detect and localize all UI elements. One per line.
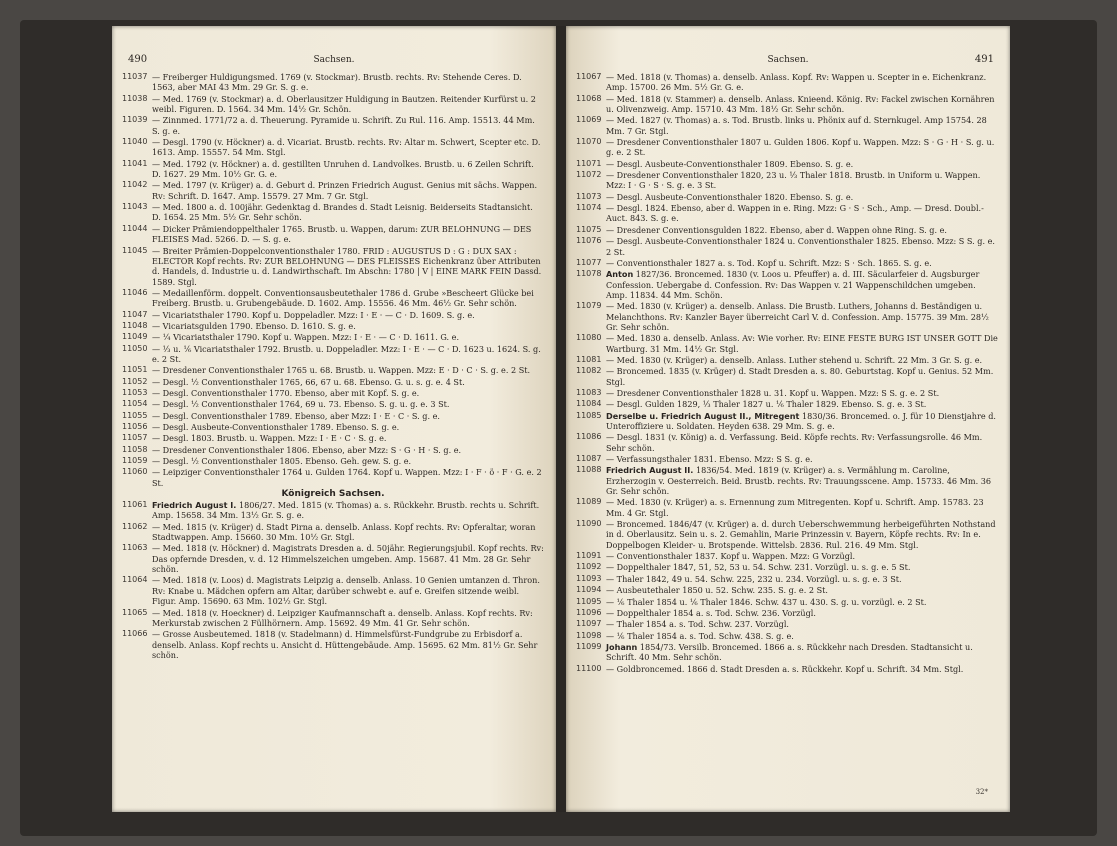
lot-text: — Goldbroncemed. 1866 d. Stadt Dresden a. s. Rückkehr. Kopf u. Schrift. 34 Mm. Stgl.	[606, 663, 964, 674]
catalog-entry	[122, 224, 544, 245]
lot-description	[606, 642, 998, 663]
catalog-entry	[122, 629, 544, 660]
lot-description	[606, 574, 998, 584]
lot-number: 11056	[122, 422, 148, 431]
left-entry-list	[112, 72, 556, 660]
lot-description	[152, 377, 544, 387]
lot-text: — Med. 1830 (v. Krüger) a. s. Ernennung zum Mitregenten. Kopf u. Schrift. Amp. 15783. 23 Mm. 4 Gr. Stgl.	[606, 497, 984, 518]
lot-description	[606, 192, 998, 202]
lot-number: 11088	[576, 465, 602, 475]
catalog-entry	[122, 159, 544, 180]
lot-description	[606, 519, 998, 550]
lot-number: 11045	[122, 245, 148, 255]
lot-number: 11063	[122, 543, 148, 553]
lot-text: — Med. 1818 (v. Stammer) a. denselb. Anlass. Knieend. König. Rv: Fackel zwischen Kornähren u. Olivenzweig. Amp. 15710. 43 Mm. 18½ Gr. Sehr schön.	[606, 93, 995, 115]
lot-text: — Dicker Prämiendoppelthaler 1765. Brustb. u. Wappen, darum: ZUR BELOHNUNG — DES FLEISES Mad. 5266. D. — S. g. e.	[152, 223, 532, 245]
catalog-entry	[576, 551, 998, 561]
lot-number: 11073	[576, 191, 602, 201]
lot-number: 11099	[576, 641, 602, 651]
lot-description	[606, 388, 998, 398]
catalog-entry	[122, 321, 544, 331]
lot-description	[152, 388, 544, 398]
lot-description	[606, 333, 998, 354]
catalog-entry	[122, 377, 544, 387]
catalog-entry	[122, 180, 544, 201]
lot-text: — Desgl. ½ Conventionsthaler 1765, 66, 67 u. 68. Ebenso. G. u. s. g. e. 4 St.	[152, 376, 465, 387]
lot-text: — Freiberger Huldigungsmed. 1769 (v. Stockmar). Brustb. rechts. Rv: Stehende Ceres. D. 1563, aber MAI 43 Mm. 29 Gr. S. g. e.	[152, 72, 522, 93]
lot-description	[152, 332, 544, 342]
lot-text: 1806/27. Med. 1815 (v. Thomas) a. s. Rückkehr. Brustb. rechts u. Schrift. Amp. 15658. 34 Mm. 13½ Gr. S. g. e.	[152, 500, 540, 521]
lot-text: — Vicariatsgulden 1790. Ebenso. D. 1610. S. g. e.	[152, 320, 356, 331]
lot-description	[152, 365, 544, 375]
catalog-entry	[576, 301, 998, 332]
lot-number: 11051	[122, 365, 148, 375]
lot-number: 11094	[576, 585, 602, 595]
lot-text: 1854/73. Versilb. Broncemed. 1866 a. s. Rückkehr nach Dresden. Stadtansicht u. Schrift. 40 Mm. Sehr schön.	[606, 641, 973, 663]
lot-description	[606, 366, 998, 387]
lot-description	[606, 170, 998, 191]
lot-description	[606, 159, 998, 169]
lot-description	[606, 137, 998, 158]
lot-description	[606, 562, 998, 572]
lot-description	[606, 551, 998, 561]
catalog-entry	[122, 445, 544, 455]
lot-number: 11075	[576, 224, 602, 234]
lot-number: 11068	[576, 93, 602, 103]
ruler-name: Friedrich August II.	[606, 465, 694, 476]
catalog-entry	[122, 246, 544, 287]
lot-number: 11067	[576, 72, 602, 81]
lot-text: — Med. 1815 (v. Krüger) d. Stadt Pirna a. denselb. Anlass. Kopf rechts. Rv: Opferaltar, woran Stadtwappen. Amp. 15660. 30 Mm. 10½ Gr. Stgl.	[152, 521, 536, 543]
lot-number: 11038	[122, 93, 148, 103]
catalog-entry	[122, 575, 544, 606]
lot-number: 11037	[122, 72, 148, 81]
catalog-entry	[576, 258, 998, 268]
lot-description	[606, 585, 998, 595]
lot-number: 11053	[122, 387, 148, 397]
lot-description	[152, 445, 544, 455]
lot-number: 11092	[576, 562, 602, 572]
lot-description	[606, 269, 998, 300]
catalog-entry	[122, 332, 544, 342]
lot-number: 11064	[122, 575, 148, 585]
lot-text: — Dresdener Conventionsgulden 1822. Ebenso, aber d. Wappen ohne Ring. S. g. e.	[606, 224, 947, 235]
lot-description	[152, 608, 544, 629]
lot-number: 11057	[122, 433, 148, 443]
lot-number: 11048	[122, 320, 148, 330]
lot-text: — Desgl. Conventionsthaler 1789. Ebenso, aber Mzz: I · E · C · S. g. e.	[152, 410, 440, 421]
right-page-header	[580, 54, 996, 72]
catalog-entry	[576, 388, 998, 398]
lot-text: — Med. 1792 (v. Höckner) a. d. gestillten Unruhen d. Landvolkes. Brustb. u. 6 Zeilen Schrift. D. 1627. 29 Mm. 10½ Gr. G. e.	[152, 158, 534, 180]
catalog-entry	[122, 467, 544, 488]
catalog-entry	[122, 543, 544, 574]
catalog-entry	[576, 159, 998, 169]
ruler-name: Derselbe u. Friedrich August II., Mitregent	[606, 410, 800, 421]
lot-text: — Desgl. 1824. Ebenso, aber d. Wappen in e. Ring. Mzz: G · S · Sch., Amp. — Dresd. Doubl.-Auct. 843. S. g. e.	[606, 203, 984, 224]
lot-text: — ¼ Vicariatsthaler 1790. Kopf u. Wappen. Mzz: I · E · — C · D. 1611. G. e.	[152, 332, 460, 343]
catalog-entry	[576, 225, 998, 235]
catalog-entry	[576, 115, 998, 136]
lot-text: — Desgl. Ausbeute-Conventionsthaler 1789. Ebenso. S. g. e.	[152, 422, 400, 432]
lot-description	[606, 301, 998, 332]
lot-number: 11041	[122, 158, 148, 168]
catalog-entry	[576, 562, 998, 572]
lot-text: — Desgl. Ausbeute-Conventionsthaler 1809. Ebenso. S. g. e.	[606, 158, 854, 169]
lot-number: 11052	[122, 376, 148, 386]
lot-text: 1827/36. Broncemed. 1830 (v. Loos u. Pfeuffer) a. d. III. Säcularfeier d. Augsburger Confession. Uebergabe d. Confession. Rv: Das Wappen v. 21 Wappenschildchen umgeben. Amp. 11834. 44 Mm. Schön.	[606, 269, 980, 300]
lot-description	[152, 575, 544, 606]
lot-description	[152, 310, 544, 320]
lot-number: 11049	[122, 332, 148, 342]
lot-number: 11060	[122, 467, 148, 477]
lot-description	[152, 72, 544, 93]
lot-number: 11040	[122, 137, 148, 147]
lot-text: 1836/54. Med. 1819 (v. Krüger) a. s. Vermählung m. Caroline, Erzherzogin v. Oesterreich. Beid. Brustb. rechts. Rv: Trauungsscene. Amp. 15733. 46 Mm. 36 Gr. Sehr schön.	[606, 465, 992, 497]
lot-description	[152, 288, 544, 309]
catalog-entry	[576, 631, 998, 641]
lot-text: — Doppelthaler 1847, 51, 52, 53 u. 54. Schw. 231. Vorzügl. u. s. g. e. 5 St.	[606, 562, 911, 573]
lot-number: 11093	[576, 573, 602, 583]
catalog-entry	[576, 519, 998, 550]
right-entry-list	[566, 72, 1010, 674]
lot-description	[152, 456, 544, 466]
catalog-entry	[122, 433, 544, 443]
lot-number: 11091	[576, 551, 602, 561]
catalog-entry	[576, 642, 998, 663]
lot-text: — Dresdener Conventionsthaler 1820, 23 u. ⅓ Thaler 1818. Brustb. in Uniform u. Wappen. Mzz: I · G · S · S. g. e. 3 St.	[606, 170, 981, 191]
lot-description	[152, 344, 544, 365]
lot-number: 11065	[122, 607, 148, 617]
catalog-entry	[122, 500, 544, 521]
lot-text: — Dresdener Conventionsthaler 1828 u. 31. Kopf u. Wappen. Mzz: S S. g. e. 2 St.	[606, 387, 940, 398]
lot-number: 11072	[576, 170, 602, 180]
lot-text: — Doppelthaler 1854 a. s. Tod. Schw. 236. Vorzügl.	[606, 607, 816, 618]
lot-text: — Med. 1818 (v. Hoeckner) d. Leipziger Kaufmannschaft a. denselb. Anlass. Kopf rechts. Rv: Merkurstab zwischen 2 Füllhörnern. Amp. 15692. 49 Mm. 41 Gr. Sehr schön.	[152, 607, 533, 628]
lot-text: — Thaler 1842, 49 u. 54. Schw. 225, 232 u. 234. Vorzügl. u. s. g. e. 3 St.	[606, 573, 902, 584]
lot-number: 11086	[576, 432, 602, 442]
lot-text: — Med. 1818 (v. Höckner) d. Magistrats Dresden a. d. 50jähr. Regierungsjubil. Kopf rechts. Rv: Das opfernde Dresden, v. d. 12 Himmelszeichen umgeben. Amp. 15687. 41 Mm. 28 Gr. Sehr schön.	[152, 543, 544, 575]
catalog-entry	[122, 422, 544, 432]
lot-number: 11061	[122, 500, 148, 510]
lot-text: — Verfassungsthaler 1831. Ebenso. Mzz: S S. g. e.	[606, 454, 813, 465]
lot-text: — Broncemed. 1835 (v. Krüger) d. Stadt Dresden a. s. 80. Geburtstag. Kopf u. Genius. 52 Mm. Stgl.	[606, 366, 994, 387]
lot-number: 11087	[576, 454, 602, 464]
lot-text: — ⅙ Thaler 1854 a. s. Tod. Schw. 438. S. g. e.	[606, 630, 794, 641]
catalog-entry	[122, 608, 544, 629]
lot-number: 11074	[576, 203, 602, 213]
ruler-name: Johann	[606, 641, 638, 652]
lot-number: 11039	[122, 115, 148, 125]
lot-text: — Dresdener Conventionsthaler 1807 u. Gulden 1806. Kopf u. Wappen. Mzz: S · G · H · S. g. u. g. e. 2 St.	[606, 137, 995, 158]
lot-text: — Dresdener Conventionsthaler 1806. Ebenso, aber Mzz: S · G · H · S. g. e.	[152, 444, 462, 455]
catalog-entry	[122, 365, 544, 375]
catalog-entry	[122, 288, 544, 309]
lot-description	[606, 497, 998, 518]
lot-number: 11058	[122, 444, 148, 454]
catalog-entry	[576, 94, 998, 115]
lot-number: 11054	[122, 399, 148, 409]
lot-text: — ⅓ u. ⅙ Vicariatsthaler 1792. Brustb. u. Doppeladler. Mzz: I · E · — C · D. 1623 u. 1624. S. g. e. 2 St.	[152, 343, 541, 364]
lot-number: 11070	[576, 137, 602, 147]
catalog-entry	[122, 94, 544, 115]
lot-number: 11050	[122, 343, 148, 353]
lot-description	[152, 411, 544, 421]
lot-text: — Thaler 1854 a. s. Tod. Schw. 237. Vorzügl.	[606, 619, 789, 630]
lot-description	[606, 411, 998, 432]
right-page	[566, 26, 1010, 812]
lot-description	[606, 355, 998, 365]
lot-description	[152, 629, 544, 660]
ruler-name: Anton	[606, 269, 634, 280]
lot-number: 11084	[576, 399, 602, 409]
lot-text: — Desgl. 1790 (v. Höckner) a. d. Vicariat. Brustb. rechts. Rv: Altar m. Schwert, Scepter etc. D. 1613. Amp. 15557. 54 Mm. Stgl.	[152, 137, 541, 158]
lot-description	[606, 203, 998, 224]
lot-number: 11059	[122, 456, 148, 466]
lot-number: 11098	[576, 630, 602, 640]
lot-text: — Med. 1830 a. denselb. Anlass. Av: Wie vorher. Rv: EINE FESTE BURG IST UNSER GOTT Die Wartburg. 31 Mm. 14½ Gr. Stgl.	[606, 333, 998, 354]
left-page-header	[126, 54, 542, 72]
lot-number: 11082	[576, 366, 602, 376]
lot-text: — Desgl. Gulden 1829, ⅓ Thaler 1827 u. ⅙ Thaler 1829. Ebenso. S. g. e. 3 St.	[606, 399, 927, 410]
catalog-entry	[122, 456, 544, 466]
lot-text: — Desgl. Ausbeute-Conventionsthaler 1824 u. Conventionsthaler 1825. Ebenso. Mzz: S S. g. e. 2 St.	[606, 236, 995, 257]
section-heading: Königreich Sachsen.	[281, 489, 385, 500]
lot-number: 11044	[122, 223, 148, 233]
lot-number: 11079	[576, 301, 602, 311]
lot-description	[152, 159, 544, 180]
catalog-entry	[576, 454, 998, 464]
lot-number: 11089	[576, 497, 602, 507]
lot-number: 11085	[576, 410, 602, 420]
catalog-entry	[576, 236, 998, 257]
catalog-entry	[576, 269, 998, 300]
lot-number: 11090	[576, 519, 602, 529]
lot-description	[152, 522, 544, 543]
catalog-entry	[576, 170, 998, 191]
lot-number: 11069	[576, 115, 602, 125]
lot-description	[606, 72, 998, 93]
lot-description	[606, 631, 998, 641]
catalog-entry	[122, 72, 544, 93]
lot-number: 11042	[122, 180, 148, 190]
lot-text: — Grosse Ausbeutemed. 1818 (v. Stadelmann) d. Himmelsfürst-Fundgrube zu Erbisdorf a. denselb. Anlass. Kopf rechts u. Ansicht d. Hüttengebäude. Amp. 15695. 62 Mm. 81½ Gr. Sehr schön.	[152, 629, 538, 660]
catalog-entry	[122, 388, 544, 398]
catalog-entry	[576, 664, 998, 674]
lot-number: 11083	[576, 387, 602, 397]
lot-text: — Conventionsthaler 1827 a. s. Tod. Kopf u. Schrift. Mzz: S · Sch. 1865. S. g. e.	[606, 257, 932, 268]
catalog-entry	[576, 497, 998, 518]
lot-text: — Zinnmed. 1771/72 a. d. Theuerung. Pyramide u. Schrift. Zu Rul. 116. Amp. 15513. 44 Mm. S. g. e.	[152, 115, 535, 136]
lot-description	[152, 433, 544, 443]
catalog-entry	[576, 619, 998, 629]
lot-description	[606, 664, 998, 674]
lot-text: — ⅙ Thaler 1854 u. ⅙ Thaler 1846. Schw. 437 u. 430. S. g. u. vorzügl. e. 2 St.	[606, 596, 927, 607]
lot-text: — Ausbeutethaler 1850 u. 52. Schw. 235. S. g. e. 2 St.	[606, 585, 828, 596]
lot-text: — Desgl. 1803. Brustb. u. Wappen. Mzz: I · E · C · S. g. e.	[152, 433, 387, 444]
lot-text: — Desgl. Conventionsthaler 1770. Ebenso, aber mit Kopf. S. g. e.	[152, 387, 420, 398]
lot-number: 11096	[576, 607, 602, 617]
lot-text: — Med. 1800 a. d. 100jähr. Gedenktag d. Brandes d. Stadt Leisnig. Beiderseits Stadtansicht. D. 1654. 25 Mm. 5½ Gr. Sehr schön.	[152, 202, 533, 223]
lot-description	[606, 399, 998, 409]
lot-number: 11076	[576, 236, 602, 246]
lot-text: — Med. 1769 (v. Stockmar) a. d. Oberlausitzer Huldigung in Bautzen. Reitender Kurfürst u. 2 weibl. Figuren. D. 1564. 34 Mm. 14½ Gr. Schön.	[152, 93, 536, 115]
lot-description	[606, 465, 998, 496]
lot-description	[152, 180, 544, 201]
lot-text: — Conventionsthaler 1837. Kopf u. Wappen. Mzz: G Vorzügl.	[606, 551, 856, 562]
lot-text: — Med. 1827 (v. Thomas) a. s. Tod. Brustb. links u. Phönix auf d. Sternkugel. Amp 15754. 28 Mm. 7 Gr. Stgl.	[606, 115, 987, 136]
lot-text: — Dresdener Conventionsthaler 1765 u. 68. Brustb. u. Wappen. Mzz: E · D · C · S. g. e. 2 St.	[152, 365, 531, 376]
lot-text: — Broncemed. 1846/47 (v. Krüger) a. d. durch Ueberschwemmung herbeigeführten Nothstand in d. Oberlausitz. Sein u. s. 2. Gemahlin, Marie Prinzessin v. Bayern, Köpfe rechts. Rv: In e. Doppelbogen Kleider- u. Brotspende. Wittelsb. 2836. Rul. 216. 49 Mm. Stgl.	[606, 519, 996, 550]
lot-description	[606, 236, 998, 257]
lot-number: 11055	[122, 410, 148, 420]
lot-text: — Desgl. 1831 (v. König) a. d. Verfassung. Beid. Köpfe rechts. Rv: Verfassungsrolle. 46 Mm. Sehr schön.	[606, 432, 983, 453]
catalog-entry	[576, 355, 998, 365]
lot-number: 11097	[576, 619, 602, 629]
lot-text: — Vicariatsthaler 1790. Kopf u. Doppeladler. Mzz: I · E · — C · D. 1609. S. g. e.	[152, 309, 475, 320]
lot-description	[606, 258, 998, 268]
catalog-entry	[122, 411, 544, 421]
lot-number: 11095	[576, 596, 602, 606]
lot-description	[152, 399, 544, 409]
lot-text: — Leipziger Conventionsthaler 1764 u. Gulden 1764. Kopf u. Wappen. Mzz: I · F · ö · F · G. e. 2 St.	[152, 467, 542, 488]
lot-text: — Med. 1818 (v. Loos) d. Magistrats Leipzig a. denselb. Anlass. 10 Genien umtanzen d. Thron. Rv: Knabe u. Mädchen opfern am Altar, darüber schwebt e. auf e. Greifen sitzende weibl. Figur. Amp. 15690. 63 Mm. 102½ Gr. Stgl.	[152, 575, 540, 607]
lot-text: — Med. 1830 (v. Krüger) a. denselb. Anlass. Die Brustb. Luthers, Johanns d. Beständigen u. Melanchthons. Rv: Kanzler Bayer überreicht Carl V. d. Confession. Amp. 15775. 39 Mm. 28½ Gr. Sehr schön.	[606, 301, 989, 332]
lot-description	[606, 454, 998, 464]
catalog-entry	[122, 344, 544, 365]
catalog-entry	[576, 411, 998, 432]
lot-description	[152, 467, 544, 488]
lot-number: 11080	[576, 333, 602, 343]
catalog-entry	[122, 202, 544, 223]
right-running-head: Sachsen.	[767, 55, 809, 65]
lot-description	[606, 94, 998, 115]
lot-text: — Med. 1818 (v. Thomas) a. denselb. Anlass. Kopf. Rv: Wappen u. Scepter in e. Eichenkranz. Amp. 15700. 26 Mm. 5½ Gr. G. e.	[606, 72, 987, 93]
catalog-entry	[122, 522, 544, 543]
lot-text: — Desgl. Ausbeute-Conventionsthaler 1820. Ebenso. S. g. e.	[606, 191, 854, 202]
signature-mark: 32*	[975, 788, 988, 796]
catalog-entry	[576, 585, 998, 595]
lot-description	[606, 225, 998, 235]
catalog-entry	[122, 399, 544, 409]
lot-number: 11100	[576, 663, 602, 673]
catalog-entry	[576, 465, 998, 496]
catalog-entry	[576, 192, 998, 202]
catalog-entry	[122, 137, 544, 158]
catalog-entry	[122, 310, 544, 320]
lot-description	[606, 432, 998, 453]
lot-number: 11081	[576, 354, 602, 364]
lot-text: — Medaillenförm. doppelt. Conventionsausbeutethaler 1786 d. Grube »Bescheert Glücke bei Freiberg. Brustb. u. Grubengebäude. D. 1602. Amp. 15556. 46 Mm. 46½ Gr. Sehr schön.	[152, 287, 534, 309]
left-page-number: 490	[128, 54, 148, 65]
ruler-name: Friedrich August I.	[152, 500, 237, 511]
catalog-entry	[576, 432, 998, 453]
lot-text: — Desgl. ½ Conventionsthaler 1805. Ebenso. Geh. gew. S. g. e.	[152, 456, 412, 467]
lot-number: 11043	[122, 202, 148, 212]
catalog-entry	[576, 574, 998, 584]
lot-number: 11047	[122, 309, 148, 319]
left-running-head: Sachsen.	[313, 55, 355, 65]
catalog-entry	[576, 597, 998, 607]
lot-text: — Breiter Prämien-Doppelconventionsthaler 1780. FRID : AUGUSTUS D : G : DUX SAX : ELECTOR Kopf rechts. Rv: ZUR BELOHNUNG — DES FLEISSES Eichenkranz über Attributen d. Handels, d. Industrie u. d. Landwirthschaft. Im Abschn: 1780 | V | EINE MARK FEIN Dassd. 1589. Stgl.	[152, 245, 542, 287]
lot-number: 11046	[122, 287, 148, 297]
lot-text: 1830/36. Broncemed. o. J. für 10 Dienstjahre d. Unteroffiziere u. Soldaten. Heyden 638. 29 Mm. S. g. e.	[606, 410, 996, 431]
lot-description	[152, 137, 544, 158]
lot-number: 11077	[576, 257, 602, 267]
catalog-entry	[576, 72, 998, 93]
lot-description	[152, 202, 544, 223]
lot-description	[606, 597, 998, 607]
lot-description	[606, 608, 998, 618]
lot-description	[152, 224, 544, 245]
catalog-entry	[576, 333, 998, 354]
lot-text: — Med. 1830 (v. Krüger) a. denselb. Anlass. Luther stehend u. Schrift. 22 Mm. 3 Gr. S. g. e.	[606, 354, 983, 365]
right-page-number: 491	[974, 54, 994, 65]
catalog-entry	[576, 203, 998, 224]
lot-number: 11066	[122, 629, 148, 639]
catalog-entry	[576, 366, 998, 387]
lot-description	[152, 500, 544, 521]
lot-number: 11062	[122, 521, 148, 531]
lot-description	[152, 422, 544, 432]
lot-description	[606, 619, 998, 629]
lot-description	[152, 246, 544, 287]
lot-description	[152, 321, 544, 331]
lot-description	[152, 543, 544, 574]
lot-number: 11071	[576, 158, 602, 168]
lot-text: — Desgl. ½ Conventionsthaler 1764, 69 u. 73. Ebenso. S. g. u. g. e. 3 St.	[152, 399, 450, 410]
lot-description	[152, 115, 544, 136]
lot-description	[606, 115, 998, 136]
lot-number: 11078	[576, 269, 602, 279]
catalog-entry	[576, 608, 998, 618]
lot-text: — Med. 1797 (v. Krüger) a. d. Geburt d. Prinzen Friedrich August. Genius mit sächs. Wappen. Rv: Schrift. D. 1647. Amp. 15579. 27 Mm. 7 Gr. Stgl.	[152, 180, 538, 201]
catalog-entry	[122, 115, 544, 136]
lot-description	[152, 94, 544, 115]
catalog-entry	[576, 137, 998, 158]
left-page	[112, 26, 556, 812]
catalog-entry	[576, 399, 998, 409]
